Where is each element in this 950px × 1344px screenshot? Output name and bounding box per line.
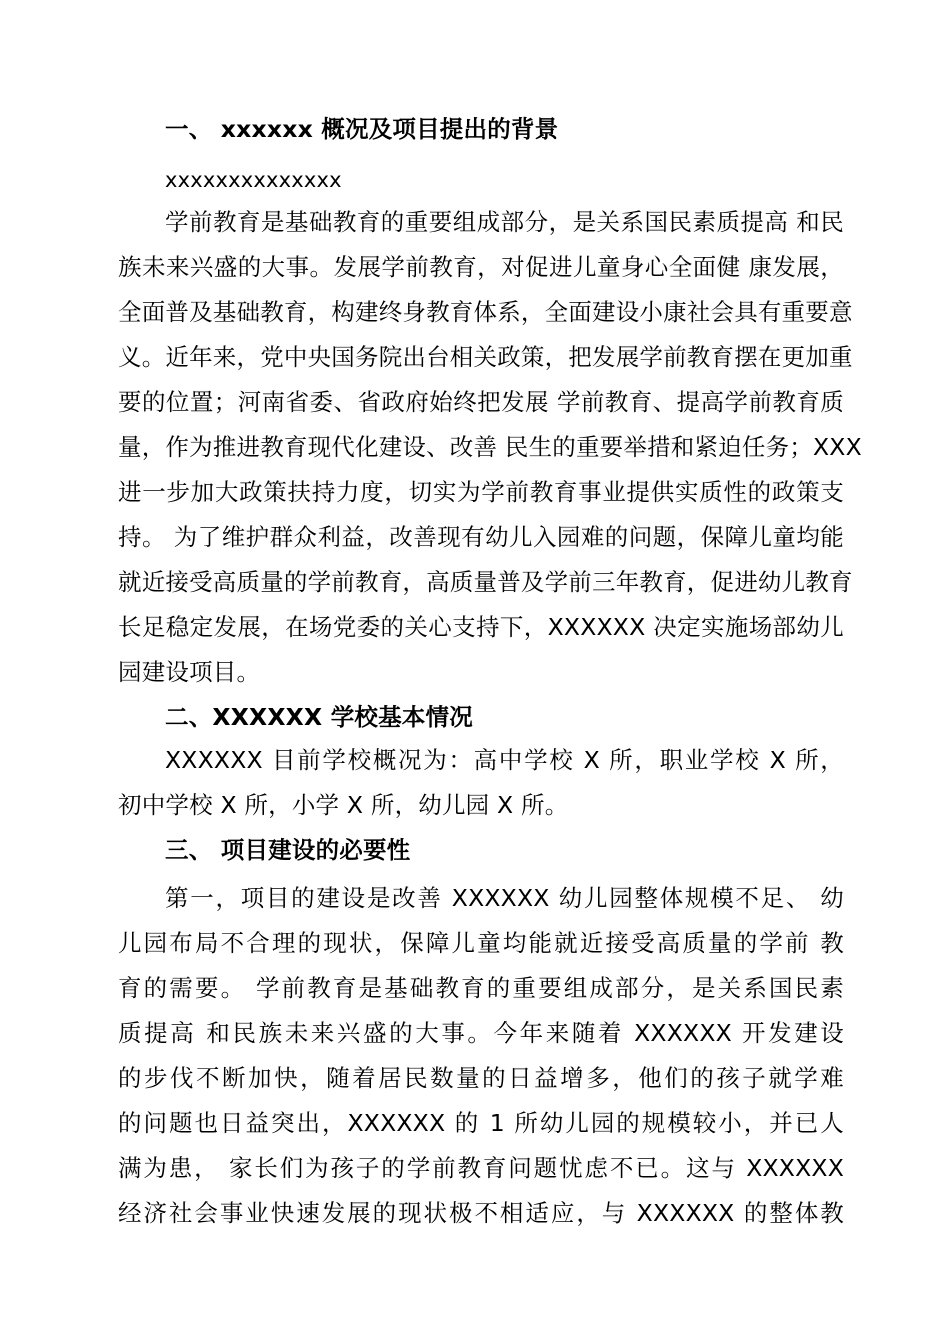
paragraph-line: 量，作为推进教育现代化建设、改善 民生的重要举措和紧迫任务；XXX (118, 433, 862, 461)
paragraph-line: 育的需要。 学前教育是基础教育的重要组成部分，是关系国民素 (118, 974, 844, 1002)
paragraph-line: 义。近年来，党中央国务院出台相关政策，把发展学前教育摆在更加重 (118, 343, 853, 371)
section-2-heading: 二、XXXXXX 学校基本情况 (165, 703, 473, 731)
paragraph-line: 全面普及基础教育，构建终身教育体系，全面建设小康社会具有重要意 (118, 298, 853, 326)
paragraph-line: 的问题也日益突出，XXXXXX 的 1 所幼儿园的规模较小，并已人 (118, 1109, 844, 1137)
paragraph-line: 园建设项目。 (118, 658, 261, 686)
paragraph-line: XXXXXX 目前学校概况为：高中学校 X 所，职业学校 X 所， (165, 746, 844, 774)
paragraph-line: 的步伐不断加快，随着居民数量的日益增多，他们的孩子就学难 (118, 1064, 844, 1092)
paragraph-line: 就近接受高质量的学前教育，高质量普及学前三年教育，促进幼儿教育 (118, 568, 853, 596)
section-3-heading: 三、 项目建设的必要性 (165, 836, 411, 864)
paragraph-line: 持。 为了维护群众利益，改善现有幼儿入园难的问题，保障儿童均能 (118, 523, 844, 551)
section-1-heading: 一、 xxxxxx 概况及项目提出的背景 (165, 115, 559, 143)
paragraph-line: 要的位置；河南省委、省政府始终把发展 学前教育、提高学前教育质 (118, 388, 844, 416)
paragraph-line: 第一，项目的建设是改善 XXXXXX 幼儿园整体规模不足、 幼 (165, 884, 844, 912)
paragraph-line: 进一步加大政策扶持力度，切实为学前教育事业提供实质性的政策支 (118, 478, 844, 506)
paragraph-line: 学前教育是基础教育的重要组成部分，是关系国民素质提高 和民 (165, 208, 844, 236)
paragraph-line: 儿园布局不合理的现状，保障儿童均能就近接受高质量的学前 教 (118, 929, 844, 957)
paragraph-line: 质提高 和民族未来兴盛的大事。今年来随着 XXXXXX 开发建设 (118, 1019, 844, 1047)
paragraph-line: 满为患， 家长们为孩子的学前教育问题忧虑不已。这与 XXXXXX (118, 1154, 844, 1182)
paragraph-line: 长足稳定发展，在场党委的关心支持下，XXXXXX 决定实施场部幼儿 (118, 613, 844, 641)
paragraph-line: 族未来兴盛的大事。发展学前教育，对促进儿童身心全面健 康发展， (118, 253, 844, 281)
paragraph-line: 初中学校 X 所，小学 X 所，幼儿园 X 所。 (118, 791, 569, 819)
paragraph-line: 经济社会事业快速发展的现状极不相适应，与 XXXXXX 的整体教 (118, 1199, 844, 1227)
section-1-subheading: xxxxxxxxxxxxxx (165, 168, 342, 192)
